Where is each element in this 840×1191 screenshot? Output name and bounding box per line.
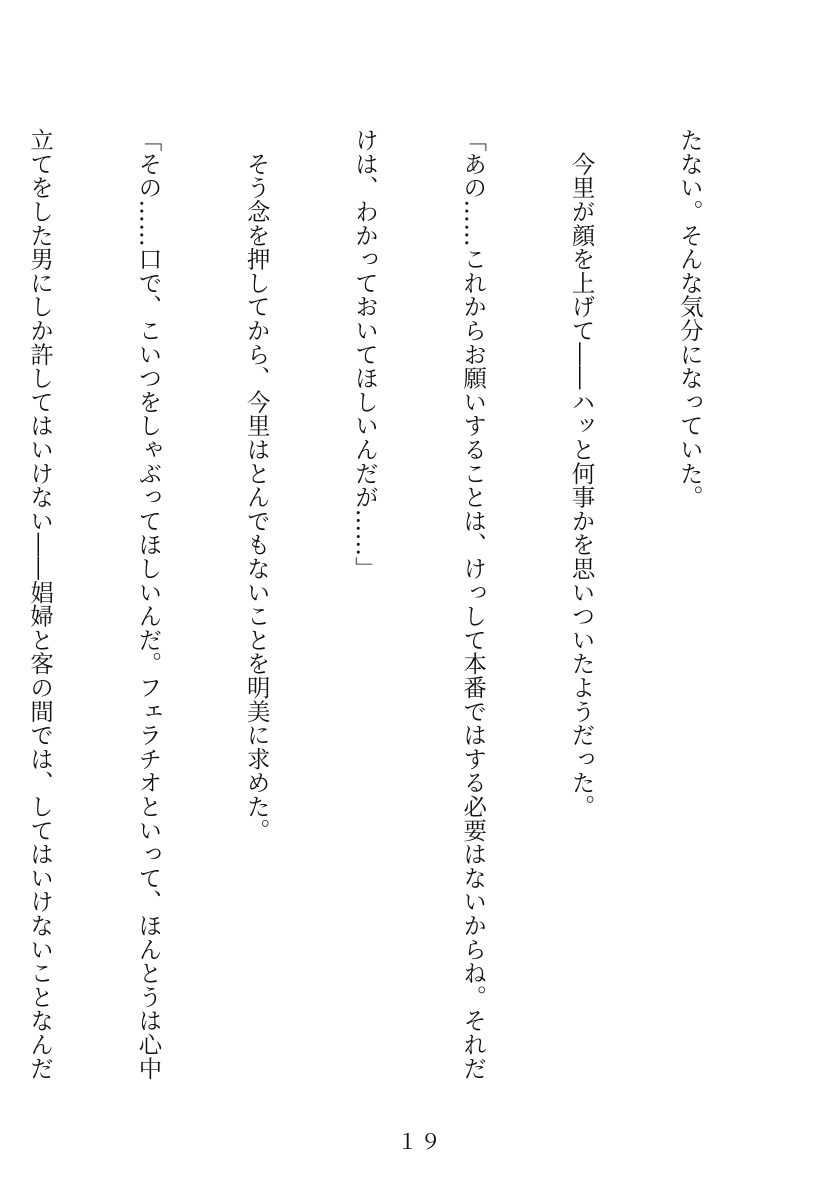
page-number: １９	[397, 1130, 443, 1154]
text-line: 立てをした男にしか許してはいけない――娼婦と客の間では、してはいけないことなんだ	[26, 128, 55, 1080]
text-line: 「あの……これからお願いすることは、けっして本番ではする必要はないからね。それだ	[459, 128, 488, 1080]
text-line: そう念を押してから、今里はとんでもないことを明美に求めた。	[242, 128, 271, 842]
text-line: けは、わかっておいてほしいんだが……」	[350, 128, 379, 581]
text-line: 「その……口で、こいつをしゃぶってほしいんだ。フェラチオといって、ほんとうは心中	[134, 128, 163, 1080]
text-line: 今里が顔を上げて――ハッと何事かを思いついたようだった。	[567, 128, 596, 819]
text-line: たない。そんな気分になっていた。	[675, 128, 704, 509]
vertical-text-body	[26, 128, 780, 1088]
